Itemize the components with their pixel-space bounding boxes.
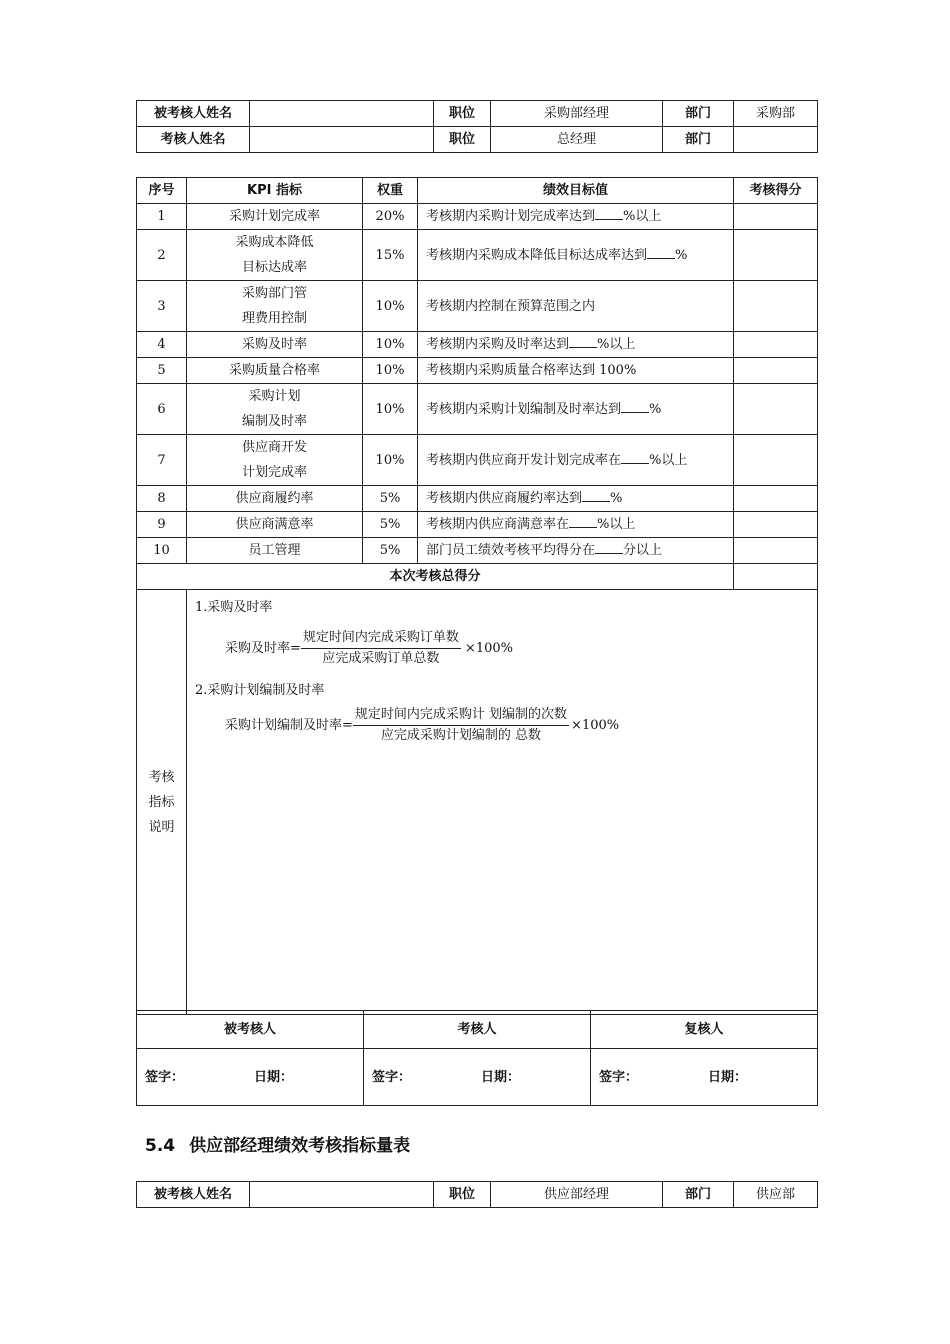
kpi-name: 采购计划完成率 bbox=[228, 209, 320, 224]
note1-lhs: 采购及时率= bbox=[225, 640, 301, 656]
kpi-score[interactable] bbox=[734, 435, 818, 486]
role-reviewer: 复核人 bbox=[591, 1011, 818, 1049]
target-text: 考核期内采购计划完成率达到 bbox=[426, 209, 596, 224]
kpi-row bbox=[137, 435, 818, 486]
date-label: 日期： bbox=[481, 1069, 521, 1085]
kpi-row bbox=[137, 512, 818, 538]
role-examinee: 被考核人 bbox=[137, 1011, 364, 1049]
notes-content bbox=[187, 590, 818, 1015]
kpi-cell bbox=[187, 358, 363, 384]
signature-roles-row bbox=[137, 1011, 818, 1049]
target-text: 考核期内采购质量合格率达到 100% bbox=[426, 363, 637, 378]
kpi-weight: 5% bbox=[363, 512, 418, 538]
kpi-no: 7 bbox=[137, 435, 187, 486]
kpi-weight: 10% bbox=[363, 435, 418, 486]
kpi-no: 4 bbox=[137, 332, 187, 358]
kpi-name-line1: 供应商开发 bbox=[241, 440, 307, 455]
examinee-name-value[interactable] bbox=[250, 1182, 434, 1208]
target-blank[interactable] bbox=[595, 541, 623, 554]
target-suffix: % bbox=[675, 247, 688, 263]
target-suffix: 分以上 bbox=[623, 543, 663, 558]
dept-value: 供应部 bbox=[734, 1182, 818, 1208]
kpi-target bbox=[418, 332, 734, 358]
col-header-target: 绩效目标值 bbox=[418, 178, 734, 204]
note1-multiplier: ×100% bbox=[464, 640, 513, 656]
kpi-score[interactable] bbox=[734, 384, 818, 435]
examinee-name-value[interactable] bbox=[250, 101, 434, 127]
dept-value: 采购部 bbox=[734, 101, 818, 127]
header-row bbox=[137, 1182, 818, 1208]
target-suffix: % bbox=[649, 401, 662, 417]
kpi-table bbox=[136, 177, 818, 1015]
kpi-score[interactable] bbox=[734, 486, 818, 512]
note2-denominator: 应完成采购计划编制的 总数 bbox=[380, 728, 542, 743]
position-label: 职位 bbox=[434, 1182, 491, 1208]
kpi-weight: 10% bbox=[363, 358, 418, 384]
kpi-name-line2: 目标达成率 bbox=[241, 260, 307, 275]
examinee-name-label: 被考核人姓名 bbox=[137, 101, 250, 127]
target-text: 考核期内采购及时率达到 bbox=[426, 337, 570, 352]
kpi-row bbox=[137, 384, 818, 435]
kpi-no: 3 bbox=[137, 281, 187, 332]
kpi-row bbox=[137, 332, 818, 358]
kpi-weight: 10% bbox=[363, 332, 418, 358]
kpi-cell bbox=[187, 204, 363, 230]
signature-cell[interactable] bbox=[137, 1049, 364, 1106]
target-suffix: %以上 bbox=[597, 517, 636, 532]
total-score-label: 本次考核总得分 bbox=[137, 564, 734, 590]
notes-label-line: 考核 bbox=[148, 769, 175, 785]
header-row bbox=[137, 101, 818, 127]
kpi-name-line2: 编制及时率 bbox=[241, 414, 307, 429]
target-blank[interactable] bbox=[621, 451, 649, 464]
header-table-1 bbox=[136, 100, 818, 153]
signature-table bbox=[136, 1010, 818, 1106]
examiner-name-label: 考核人姓名 bbox=[137, 127, 250, 153]
target-text: 部门员工绩效考核平均得分在 bbox=[426, 543, 596, 558]
kpi-row bbox=[137, 281, 818, 332]
kpi-cell bbox=[187, 281, 363, 332]
kpi-name: 供应商履约率 bbox=[235, 491, 314, 506]
kpi-name-line2: 理费用控制 bbox=[241, 311, 307, 326]
kpi-target bbox=[418, 435, 734, 486]
note1-title: 1.采购及时率 bbox=[195, 600, 273, 615]
kpi-target bbox=[418, 512, 734, 538]
signature-row bbox=[137, 1049, 818, 1106]
note2-title: 2.采购计划编制及时率 bbox=[195, 683, 325, 698]
total-score-value[interactable] bbox=[734, 564, 818, 590]
dept-value[interactable] bbox=[734, 127, 818, 153]
note1-formula bbox=[225, 628, 809, 669]
kpi-weight: 5% bbox=[363, 538, 418, 564]
target-text: 考核期内采购计划编制及时率达到 bbox=[426, 401, 622, 417]
kpi-cell bbox=[187, 435, 363, 486]
kpi-name: 采购及时率 bbox=[241, 337, 307, 352]
examinee-name-label: 被考核人姓名 bbox=[137, 1182, 250, 1208]
target-blank[interactable] bbox=[569, 335, 597, 348]
target-blank[interactable] bbox=[621, 400, 649, 413]
target-text: 考核期内采购成本降低目标达成率达到 bbox=[426, 247, 648, 263]
note2-lhs: 采购计划编制及时率= bbox=[225, 717, 353, 733]
header-table-2 bbox=[136, 1181, 818, 1208]
signature-cell[interactable] bbox=[591, 1049, 818, 1106]
kpi-target bbox=[418, 204, 734, 230]
kpi-name-line1: 采购部门管 bbox=[241, 286, 307, 301]
kpi-row bbox=[137, 204, 818, 230]
target-text: 考核期内供应商履约率达到 bbox=[426, 491, 583, 506]
kpi-cell bbox=[187, 384, 363, 435]
kpi-no: 10 bbox=[137, 538, 187, 564]
kpi-name-line1: 采购成本降低 bbox=[235, 235, 314, 250]
kpi-cell bbox=[187, 486, 363, 512]
note2-formula bbox=[225, 705, 809, 746]
target-suffix: % bbox=[610, 491, 623, 506]
target-suffix: %以上 bbox=[597, 337, 636, 352]
notes-label-line: 说明 bbox=[148, 819, 175, 835]
position-value: 采购部经理 bbox=[491, 101, 663, 127]
dept-label: 部门 bbox=[663, 127, 734, 153]
position-value: 供应部经理 bbox=[491, 1182, 663, 1208]
kpi-name-line2: 计划完成率 bbox=[241, 465, 307, 480]
signature-cell[interactable] bbox=[364, 1049, 591, 1106]
dept-label: 部门 bbox=[663, 1182, 734, 1208]
total-row bbox=[137, 564, 818, 590]
kpi-weight: 15% bbox=[363, 230, 418, 281]
target-text: 考核期内供应商满意率在 bbox=[426, 517, 570, 532]
kpi-cell bbox=[187, 332, 363, 358]
target-text: 考核期内控制在预算范围之内 bbox=[426, 298, 596, 314]
kpi-score[interactable] bbox=[734, 538, 818, 564]
target-blank[interactable] bbox=[595, 207, 623, 220]
kpi-target bbox=[418, 384, 734, 435]
col-header-weight: 权重 bbox=[363, 178, 418, 204]
date-label: 日期： bbox=[708, 1069, 748, 1085]
kpi-weight: 10% bbox=[363, 281, 418, 332]
kpi-row bbox=[137, 230, 818, 281]
header-row bbox=[137, 127, 818, 153]
note1-denominator: 应完成采购订单总数 bbox=[322, 651, 440, 666]
notes-label-line: 指标 bbox=[148, 794, 175, 810]
col-header-score: 考核得分 bbox=[734, 178, 818, 204]
kpi-target bbox=[418, 486, 734, 512]
col-header-kpi: KPI 指标 bbox=[187, 178, 363, 204]
dept-label: 部门 bbox=[663, 101, 734, 127]
kpi-target bbox=[418, 281, 734, 332]
sign-label: 签字： bbox=[372, 1069, 412, 1085]
sign-label: 签字： bbox=[145, 1069, 185, 1085]
kpi-score[interactable] bbox=[734, 512, 818, 538]
position-label: 职位 bbox=[434, 101, 491, 127]
notes-label bbox=[137, 590, 187, 1015]
kpi-no: 1 bbox=[137, 204, 187, 230]
kpi-name: 员工管理 bbox=[248, 543, 301, 558]
kpi-target bbox=[418, 358, 734, 384]
role-examiner: 考核人 bbox=[364, 1011, 591, 1049]
kpi-no: 8 bbox=[137, 486, 187, 512]
target-blank[interactable] bbox=[569, 515, 597, 528]
note1-numerator: 规定时间内完成采购订单数 bbox=[301, 628, 461, 649]
target-suffix: %以上 bbox=[623, 209, 662, 224]
kpi-name: 供应商满意率 bbox=[235, 517, 314, 532]
notes-row bbox=[137, 590, 818, 1015]
kpi-row bbox=[137, 486, 818, 512]
kpi-score[interactable] bbox=[734, 281, 818, 332]
kpi-weight: 10% bbox=[363, 384, 418, 435]
position-label: 职位 bbox=[434, 127, 491, 153]
target-blank[interactable] bbox=[582, 489, 610, 502]
kpi-weight: 20% bbox=[363, 204, 418, 230]
note1-fraction bbox=[301, 628, 461, 669]
kpi-target bbox=[418, 230, 734, 281]
kpi-score[interactable] bbox=[734, 358, 818, 384]
kpi-name: 采购质量合格率 bbox=[228, 363, 320, 378]
examiner-name-value[interactable] bbox=[250, 127, 434, 153]
section-heading bbox=[145, 1131, 410, 1156]
kpi-score[interactable] bbox=[734, 230, 818, 281]
kpi-header-row bbox=[137, 178, 818, 204]
section-number: 5.4 bbox=[145, 1136, 176, 1156]
kpi-no: 5 bbox=[137, 358, 187, 384]
kpi-score[interactable] bbox=[734, 204, 818, 230]
note2-numerator: 规定时间内完成采购计 划编制的次数 bbox=[353, 705, 569, 726]
kpi-row bbox=[137, 358, 818, 384]
target-blank[interactable] bbox=[647, 246, 675, 259]
kpi-target bbox=[418, 538, 734, 564]
kpi-no: 6 bbox=[137, 384, 187, 435]
kpi-name-line1: 采购计划 bbox=[248, 389, 301, 404]
date-label: 日期： bbox=[254, 1069, 294, 1085]
note2-fraction bbox=[353, 705, 569, 746]
kpi-weight: 5% bbox=[363, 486, 418, 512]
kpi-cell bbox=[187, 512, 363, 538]
kpi-no: 9 bbox=[137, 512, 187, 538]
kpi-cell bbox=[187, 538, 363, 564]
kpi-score[interactable] bbox=[734, 332, 818, 358]
position-value: 总经理 bbox=[491, 127, 663, 153]
target-text: 考核期内供应商开发计划完成率在 bbox=[426, 452, 622, 468]
sign-label: 签字： bbox=[599, 1069, 639, 1085]
note2-multiplier: ×100% bbox=[571, 717, 620, 733]
kpi-no: 2 bbox=[137, 230, 187, 281]
kpi-row bbox=[137, 538, 818, 564]
kpi-cell bbox=[187, 230, 363, 281]
target-suffix: %以上 bbox=[649, 452, 688, 468]
section-title: 供应部经理绩效考核指标量表 bbox=[189, 1136, 411, 1156]
col-header-no: 序号 bbox=[137, 178, 187, 204]
